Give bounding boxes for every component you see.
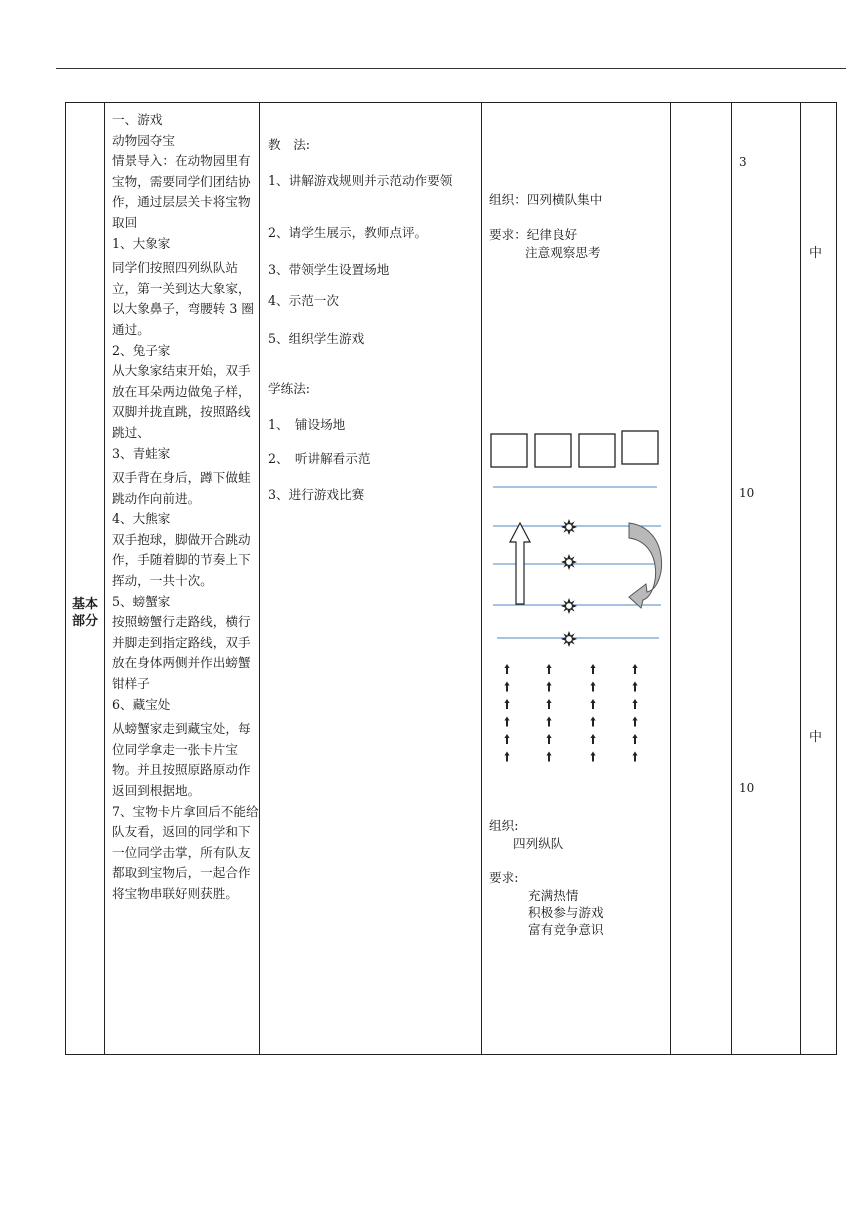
student-marker-icon: [546, 717, 551, 727]
student-marker-icon: [504, 664, 509, 674]
requirement-item: 富有竞争意识: [528, 922, 604, 937]
teaching-step: 2、请学生展示，教师点评。: [268, 225, 428, 240]
student-marker-icon: [632, 734, 637, 744]
column-divider: [104, 102, 105, 1055]
student-marker-icon: [590, 734, 595, 744]
student-marker-icon: [546, 752, 551, 762]
column-divider: [670, 102, 671, 1055]
star-marker-icon: [561, 631, 577, 647]
column-divider: [731, 102, 732, 1055]
curved-return-arrow-icon: [629, 523, 662, 608]
requirement-text: 注意观察思考: [525, 245, 601, 260]
learning-step: 3、进行游戏比赛: [268, 487, 365, 502]
student-marker-icon: [590, 682, 595, 692]
column-divider: [800, 102, 801, 1055]
field-diagram: [483, 420, 669, 770]
station-box: [535, 434, 571, 467]
student-marker-icon: [590, 717, 595, 727]
station-box: [622, 431, 658, 464]
teaching-step: 4、示范一次: [268, 293, 339, 308]
organization-text: 组织：四列横队集中: [489, 192, 603, 207]
student-marker-icon: [632, 664, 637, 674]
student-marker-icon: [590, 699, 595, 709]
header-rule: [56, 68, 846, 69]
station-box: [491, 434, 527, 467]
column-divider: [481, 102, 482, 1055]
time-value: 10: [739, 781, 755, 795]
requirement-item: 积极参与游戏: [528, 905, 604, 920]
student-marker-icon: [546, 734, 551, 744]
teaching-step: 3、带领学生设置场地: [268, 262, 390, 277]
content-line: 一、游戏: [112, 112, 163, 127]
time-value: 10: [739, 486, 755, 500]
requirement-text: 要求：纪律良好: [489, 227, 578, 242]
teaching-method-title: 教 法:: [268, 137, 311, 152]
student-marker-icon: [632, 699, 637, 709]
teaching-step: 1、讲解游戏规则并示范动作要领: [268, 173, 453, 188]
student-marker-icon: [546, 664, 551, 674]
organization-text: 四列纵队: [513, 836, 564, 851]
content-line: 同学们按照四列纵队站立，第一关到达大象家，以大象鼻子，弯腰转 3 圈通过。: [112, 260, 254, 337]
content-line: 从螃蟹家走到藏宝处，每位同学拿走一张卡片宝物。并且按照原路原动作返回到根据地。: [112, 721, 251, 798]
student-formation: [504, 664, 637, 762]
star-marker-icon: [561, 519, 577, 535]
student-marker-icon: [504, 734, 509, 744]
organization-label: 组织:: [489, 818, 519, 833]
content-line: 7、宝物卡片拿回后不能给队友看，返回的同学和下一位同学击掌，所有队友都取到宝物后，一起合作将宝物串联好则获胜。: [112, 803, 259, 901]
student-marker-icon: [504, 682, 509, 692]
student-marker-icon: [546, 682, 551, 692]
learning-step: 1、 铺设场地: [268, 417, 346, 432]
section-label: 基本部分: [71, 597, 98, 629]
content-column: [112, 110, 262, 905]
requirement-item: 充满热情: [528, 888, 579, 903]
learning-method-title: 学练法:: [268, 381, 311, 396]
content-line: 1、大象家: [112, 235, 171, 251]
content-line: 动物园夺宝: [112, 132, 175, 148]
student-marker-icon: [632, 752, 637, 762]
student-marker-icon: [632, 682, 637, 692]
station-box: [579, 434, 615, 467]
star-marker-icon: [561, 598, 577, 614]
content-line: 6、藏宝处: [112, 696, 171, 712]
student-marker-icon: [546, 699, 551, 709]
student-marker-icon: [504, 717, 509, 727]
content-line: 按照螃蟹行走路线，横行并脚走到指定路线，双手放在身体两侧并作出螃蟹钳样子: [112, 614, 251, 692]
learning-step: 2、 听讲解看示范: [268, 451, 371, 466]
requirement-label: 要求:: [489, 870, 519, 885]
content-line: 5、螃蟹家: [112, 593, 171, 609]
student-marker-icon: [504, 752, 509, 762]
star-marker-icon: [561, 554, 577, 570]
teaching-step: 5、组织学生游戏: [268, 331, 365, 346]
student-marker-icon: [590, 664, 595, 674]
student-marker-icon: [504, 699, 509, 709]
student-marker-icon: [632, 717, 637, 727]
student-marker-icon: [590, 752, 595, 762]
content-line: 从大象家结束开始，双手放在耳朵两边做兔子样，双脚并拢直跳，按照路线跳过、: [112, 363, 251, 440]
content-line: 2、兔子家: [112, 342, 171, 358]
content-line: 4、大熊家: [112, 511, 171, 527]
content-line: 双手抱球，脚做开合跳动作，手随着脚的节奏上下挥动，一共十次。: [112, 531, 251, 589]
content-line: 3、青蛙家: [112, 445, 171, 461]
content-line: 情景导入：在动物园里有宝物，需要同学们团结协作，通过层层关卡将宝物取回: [112, 153, 251, 230]
intensity-value: 中: [809, 246, 823, 261]
time-value: 3: [739, 155, 747, 169]
intensity-value: 中: [809, 730, 823, 745]
content-line: 双手背在身后，蹲下做蛙跳动作向前进。: [112, 470, 251, 506]
